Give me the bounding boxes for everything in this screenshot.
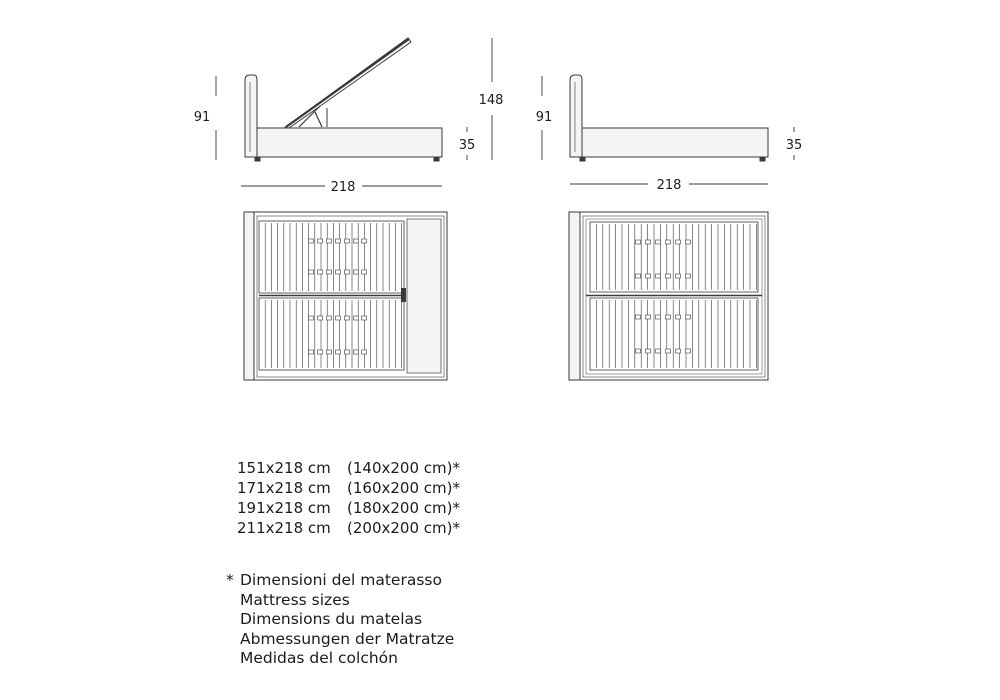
slat-holder <box>345 270 350 274</box>
dim-length-right: 218 <box>656 178 682 193</box>
slat-holder <box>686 349 691 353</box>
slat-holder <box>656 274 661 278</box>
slat-holder <box>646 315 651 319</box>
slat-holder <box>362 239 367 243</box>
slat-holder <box>327 350 332 354</box>
note-text: Dimensioni del materasso <box>240 571 442 589</box>
slat-holder <box>676 315 681 319</box>
slat-holder <box>309 270 314 274</box>
gas-piston-2 <box>315 112 322 127</box>
mattress-footnote <box>226 571 454 669</box>
overall-size: 151x218 cm <box>237 459 331 477</box>
mattress-size: (200x200 cm)* <box>347 519 460 537</box>
slat-holder <box>327 239 332 243</box>
headboard-left <box>245 75 257 157</box>
foot-right-2 <box>760 157 765 161</box>
slat-holder <box>318 316 323 320</box>
slat-holder <box>646 240 651 244</box>
slat-holder <box>354 350 359 354</box>
note-line <box>226 571 454 591</box>
dim-headboard-height-right: 91 <box>535 110 553 125</box>
slat-holder <box>646 274 651 278</box>
size-row <box>237 498 460 518</box>
slat-holder <box>354 270 359 274</box>
overall-size: 191x218 cm <box>237 499 331 517</box>
side-view-storage-bed <box>245 38 442 161</box>
slat-holder <box>666 240 671 244</box>
dim-raised-height: 148 <box>478 93 504 108</box>
note-line <box>226 630 454 650</box>
bed-frame-right <box>582 128 768 157</box>
asterisk-marker: * <box>226 571 234 589</box>
note-line <box>226 610 454 630</box>
bed-frame-left <box>257 128 442 157</box>
slat-holder <box>362 316 367 320</box>
slat-holder <box>686 274 691 278</box>
slat-holder <box>666 274 671 278</box>
headboard-top-right <box>569 212 580 380</box>
side-panel-top-left <box>407 219 441 373</box>
slat-holder <box>666 315 671 319</box>
slat-holder <box>676 274 681 278</box>
note-line <box>226 649 454 669</box>
foot-left-2 <box>434 157 439 161</box>
slat-holder <box>345 316 350 320</box>
slat-holder <box>636 240 641 244</box>
slat-holder <box>318 239 323 243</box>
slat-holder <box>636 349 641 353</box>
note-line <box>226 591 454 611</box>
note-text: Dimensions du matelas <box>240 610 423 628</box>
slat-holder <box>309 350 314 354</box>
headboard-right <box>570 75 582 157</box>
dim-frame-height-left: 35 <box>458 138 476 153</box>
mattress-size: (160x200 cm)* <box>347 479 460 497</box>
mattress-size: (140x200 cm)* <box>347 459 460 477</box>
slat-holder <box>354 316 359 320</box>
slat-holder <box>327 316 332 320</box>
slat-holder <box>309 239 314 243</box>
foot-right-1 <box>580 157 585 161</box>
slat-holder <box>318 270 323 274</box>
dim-frame-height-right: 35 <box>785 138 803 153</box>
slat-holder <box>656 240 661 244</box>
overall-size: 171x218 cm <box>237 479 331 497</box>
slat-holder <box>309 316 314 320</box>
slat-holder <box>676 240 681 244</box>
note-text: Medidas del colchón <box>240 649 398 667</box>
note-text: Abmessungen der Matratze <box>240 629 455 648</box>
slat-holder <box>345 239 350 243</box>
dim-length-left: 218 <box>330 180 356 195</box>
slat-holder <box>666 349 671 353</box>
top-view-bed <box>569 212 768 380</box>
size-row <box>237 478 460 498</box>
note-text: Mattress sizes <box>240 590 350 609</box>
slat-holder <box>676 349 681 353</box>
slat-holder <box>686 315 691 319</box>
slat-holder <box>362 350 367 354</box>
overall-size: 211x218 cm <box>237 519 331 537</box>
slat-holder <box>336 350 341 354</box>
slat-holder <box>686 240 691 244</box>
slat-holder <box>336 239 341 243</box>
mattress-size: (180x200 cm)* <box>347 499 460 517</box>
slat-holder <box>354 239 359 243</box>
headboard-top-left <box>244 212 254 380</box>
size-row <box>237 458 460 478</box>
top-view-storage-bed <box>244 212 447 380</box>
size-table <box>237 458 460 538</box>
slat-holder <box>362 270 367 274</box>
slat-holder <box>656 349 661 353</box>
slat-holder <box>646 349 651 353</box>
dim-headboard-height-left: 91 <box>193 110 211 125</box>
slat-holder <box>345 350 350 354</box>
slat-holder <box>336 270 341 274</box>
side-view-bed <box>570 75 768 161</box>
foot-left-1 <box>255 157 260 161</box>
slat-holder <box>327 270 332 274</box>
slat-holder <box>336 316 341 320</box>
slat-holder <box>656 315 661 319</box>
size-row <box>237 518 460 538</box>
slat-holder <box>636 274 641 278</box>
slat-holder <box>318 350 323 354</box>
slat-holder <box>636 315 641 319</box>
